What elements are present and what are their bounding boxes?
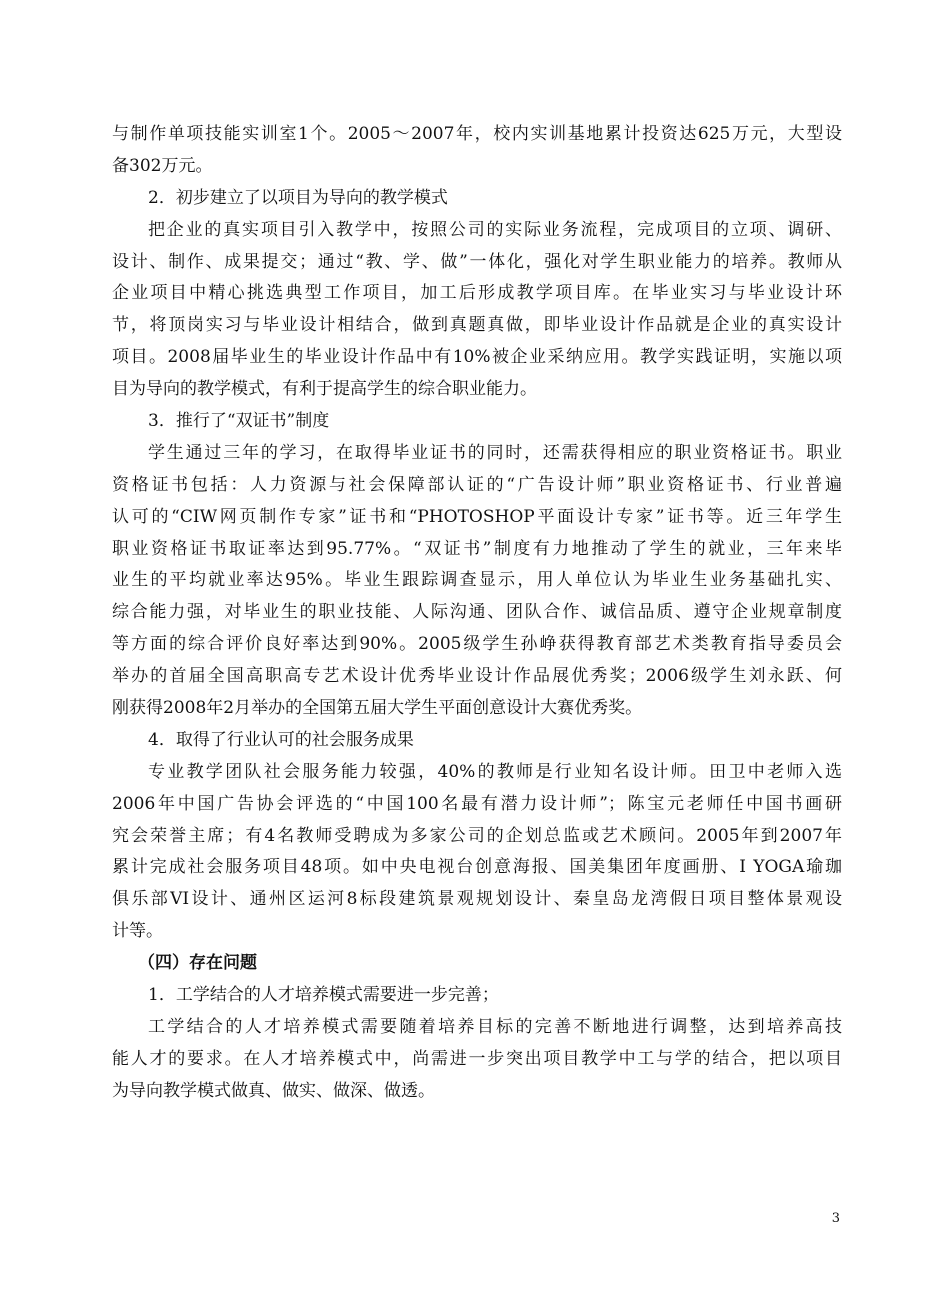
paragraph-first-line: 工学结合的人才培养模式需要随着培养目标的完善不断地进行调整，达到培养高技	[148, 1016, 842, 1037]
paragraph-line: 设计、制作、成果提交；通过“教、学、做”一体化，强化对学生职业能力的培养。教师从	[112, 251, 842, 272]
paragraph-line: 2006年中国广告协会评选的“中国100名最有潜力设计师”；陈宝元老师任中国书画研	[112, 793, 842, 814]
subheading: 2．初步建立了以项目为导向的教学模式	[148, 187, 448, 208]
paragraph-first-line: 把企业的真实项目引入教学中，按照公司的实际业务流程，完成项目的立项、调研、	[148, 219, 842, 240]
paragraph-line: 项目。2008届毕业生的毕业设计作品中有10%被企业采纳应用。教学实践证明，实施以项	[112, 347, 842, 368]
paragraph-line: 业生的平均就业率达95%。毕业生跟踪调查显示，用人单位认为毕业生业务基础扎实、	[112, 570, 842, 591]
document-body	[112, 119, 842, 1108]
paragraph-line: 计等。	[112, 921, 163, 942]
paragraph-first-line: 学生通过三年的学习，在取得毕业证书的同时，还需获得相应的职业资格证书。职业	[148, 442, 842, 463]
paragraph-line: 累计完成社会服务项目48项。如中央电视台创意海报、国美集团年度画册、I YOGA瑜珈	[112, 857, 842, 878]
paragraph-line: 俱乐部VI设计、通州区运河8标段建筑景观规划设计、秦皇岛龙湾假日项目整体景观设	[112, 889, 842, 910]
paragraph-line: 节，将顶岗实习与毕业设计相结合，做到真题真做，即毕业设计作品就是企业的真实设计	[112, 315, 842, 336]
paragraph-line: 认可的“CIW网页制作专家”证书和“PHOTOSHOP平面设计专家”证书等。近三年学生	[112, 506, 842, 527]
subheading: 1．工学结合的人才培养模式需要进一步完善；	[148, 985, 499, 1006]
paragraph-line: 目为导向的教学模式，有利于提高学生的综合职业能力。	[112, 379, 537, 400]
paragraph-line: 企业项目中精心挑选典型工作项目，加工后形成教学项目库。在毕业实习与毕业设计环	[112, 283, 842, 304]
paragraph-line: 能人才的要求。在人才培养模式中，尚需进一步突出项目教学中工与学的结合，把以项目	[112, 1048, 842, 1069]
subheading: 4．取得了行业认可的社会服务成果	[148, 729, 414, 750]
subheading: 3．推行了“双证书”制度	[148, 411, 330, 432]
paragraph-line: 等方面的综合评价良好率达到90%。2005级学生孙峥获得教育部艺术类教育指导委员会	[112, 634, 842, 655]
paragraph-line: 为导向教学模式做真、做实、做深、做透。	[112, 1080, 435, 1101]
paragraph-line: 综合能力强，对毕业生的职业技能、人际沟通、团队合作、诚信品质、遵守企业规章制度	[112, 602, 842, 623]
paragraph-line: 举办的首届全国高职高专艺术设计优秀毕业设计作品展优秀奖；2006级学生刘永跃、何	[112, 666, 842, 687]
paragraph-line: 备302万元。	[112, 155, 213, 176]
section-heading: （四）存在问题	[138, 953, 257, 974]
paragraph-line: 刚获得2008年2月举办的全国第五届大学生平面创意设计大赛优秀奖。	[112, 698, 643, 719]
paragraph-line: 职业资格证书取证率达到95.77%。“双证书”制度有力地推动了学生的就业，三年来毕	[112, 538, 842, 559]
paragraph-line: 资格证书包括：人力资源与社会保障部认证的“广告设计师”职业资格证书、行业普遍	[112, 474, 842, 495]
paragraph-first-line: 专业教学团队社会服务能力较强，40%的教师是行业知名设计师。田卫中老师入选	[148, 761, 842, 782]
page-number: 3	[831, 1211, 840, 1226]
paragraph-line: 与制作单项技能实训室1个。2005～2007年，校内实训基地累计投资达625万元，大型设	[112, 124, 842, 144]
paragraph-line: 究会荣誉主席；有4名教师受聘成为多家公司的企划总监或艺术顾问。2005年到2007年	[112, 825, 842, 846]
